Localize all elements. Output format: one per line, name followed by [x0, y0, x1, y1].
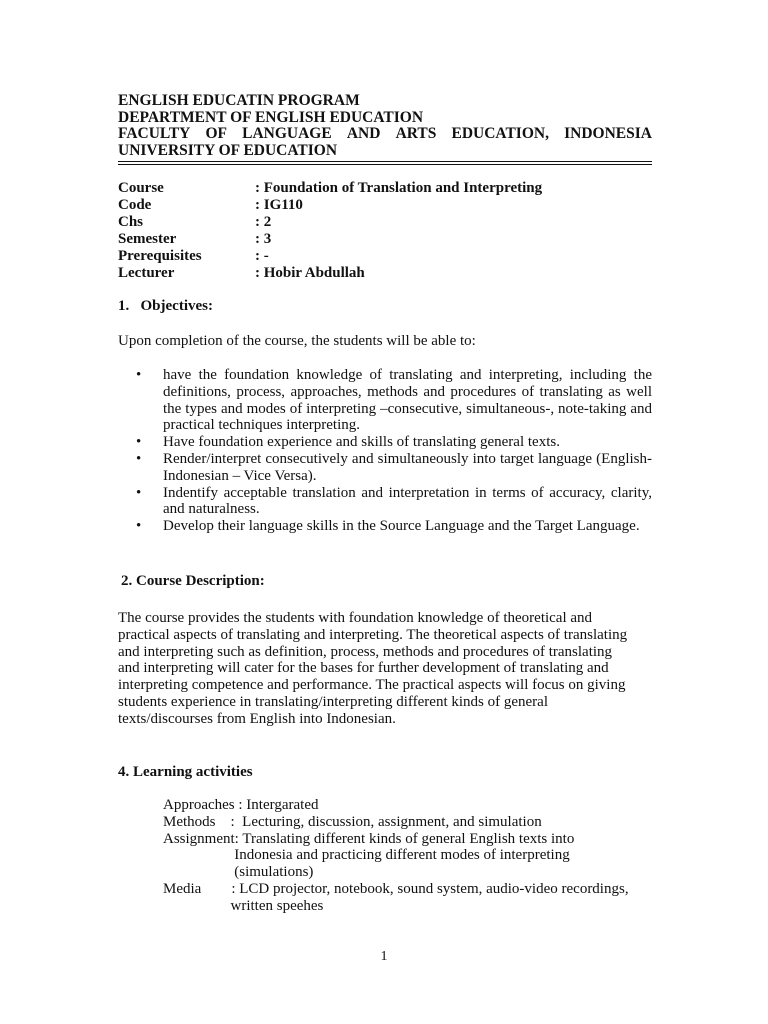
info-value: : -	[255, 248, 269, 264]
objective-text: Indentify acceptable translation and interpretation in terms of accuracy, clarity, and naturalness.	[163, 484, 652, 518]
objectives-intro: Upon completion of the course, the students will be able to:	[118, 333, 476, 349]
info-label: Semester	[118, 231, 177, 247]
description-line: and interpreting such as definition, process, methods and procedures of translating	[118, 643, 613, 660]
faculty-word: AND	[346, 125, 381, 142]
course-info-row	[118, 180, 542, 197]
page-number: 1	[380, 949, 388, 964]
list-item	[136, 518, 652, 535]
faculty-name	[118, 126, 652, 143]
bullet-icon: •	[136, 518, 142, 535]
program-name: ENGLISH EDUCATIN PROGRAM	[118, 92, 360, 109]
faculty-word: FACULTY	[118, 125, 191, 142]
description-line: The course provides the students with foundation knowledge of theoretical and	[118, 610, 593, 626]
learning-activities	[163, 797, 629, 915]
activity-line: (simulations)	[163, 864, 314, 881]
description-line: students experience in translating/interpreting different kinds of general	[118, 693, 548, 710]
info-value: : 3	[255, 231, 272, 247]
activity-line: Assignment: Translating different kinds of general English texts into	[163, 830, 575, 847]
activity-line: Methods : Lecturing, discussion, assignment, and simulation	[163, 813, 542, 830]
course-info-row	[118, 248, 542, 265]
description-heading: 2. Course Description:	[121, 573, 265, 589]
institution-header	[118, 93, 652, 159]
objective-text: Render/interpret consecutively and simultaneously into target language (English-Indonesian – Vice Versa).	[163, 450, 652, 484]
bullet-icon: •	[136, 484, 142, 501]
bullet-icon: •	[136, 450, 142, 467]
faculty-word: ARTS	[395, 125, 437, 142]
info-label: Chs	[118, 214, 144, 230]
course-description	[118, 610, 638, 728]
department-name: DEPARTMENT OF ENGLISH EDUCATION	[118, 108, 424, 126]
objective-text: have the foundation knowledge of translating and interpreting, including the definitions, process, approaches, methods and procedures of translating as well the types and modes of interpreting –consecutive, simultaneous-, note-taking and practical techniques interpreting.	[163, 367, 652, 434]
objective-text: Develop their language skills in the Source Language and the Target Language.	[163, 518, 640, 535]
activity-line: Approaches : Intergarated	[163, 797, 319, 813]
list-item	[136, 451, 652, 485]
bullet-icon: •	[136, 367, 142, 383]
course-info-row	[118, 231, 542, 248]
faculty-word: EDUCATION,	[451, 125, 549, 142]
description-line: and interpreting will cater for the bases for further development of translating and	[118, 660, 609, 677]
activities-heading: 4. Learning activities	[118, 764, 253, 780]
list-item	[136, 367, 652, 434]
info-label: Lecturer	[118, 265, 175, 281]
course-info-row	[118, 197, 542, 214]
bullet-icon: •	[136, 434, 142, 451]
info-value: : IG110	[255, 197, 303, 213]
course-info-table	[118, 180, 542, 282]
list-item	[136, 485, 652, 519]
description-line: interpreting competence and performance. The practical aspects will focus on giving	[118, 677, 626, 694]
university-name: UNIVERSITY OF EDUCATION	[118, 141, 338, 159]
objectives-list	[136, 367, 652, 535]
info-value: : Foundation of Translation and Interpreting	[255, 180, 543, 196]
info-value: : 2	[255, 214, 272, 230]
course-info-row	[118, 214, 542, 231]
objective-text: Have foundation experience and skills of translating general texts.	[163, 434, 560, 451]
info-value: : Hobir Abdullah	[255, 265, 365, 281]
info-label: Course	[118, 180, 164, 196]
objectives-heading: 1. Objectives:	[118, 298, 213, 314]
faculty-word: INDONESIA	[564, 125, 652, 142]
info-label: Code	[118, 197, 152, 213]
activity-line: Media : LCD projector, notebook, sound system, audio-video recordings,	[163, 880, 629, 897]
activity-line: written speehes	[163, 897, 324, 914]
faculty-word: OF	[205, 125, 228, 142]
header-divider-top	[118, 161, 652, 162]
activity-line: Indonesia and practicing different modes of interpreting	[163, 847, 570, 864]
header-divider-bottom	[118, 164, 652, 165]
course-info-row	[118, 265, 542, 282]
faculty-word: LANGUAGE	[242, 125, 332, 142]
list-item	[136, 434, 652, 451]
info-label: Prerequisites	[118, 248, 202, 264]
description-line: texts/discourses from English into Indonesian.	[118, 710, 396, 727]
description-line: practical aspects of translating and interpreting. The theoretical aspects of translating	[118, 626, 628, 643]
